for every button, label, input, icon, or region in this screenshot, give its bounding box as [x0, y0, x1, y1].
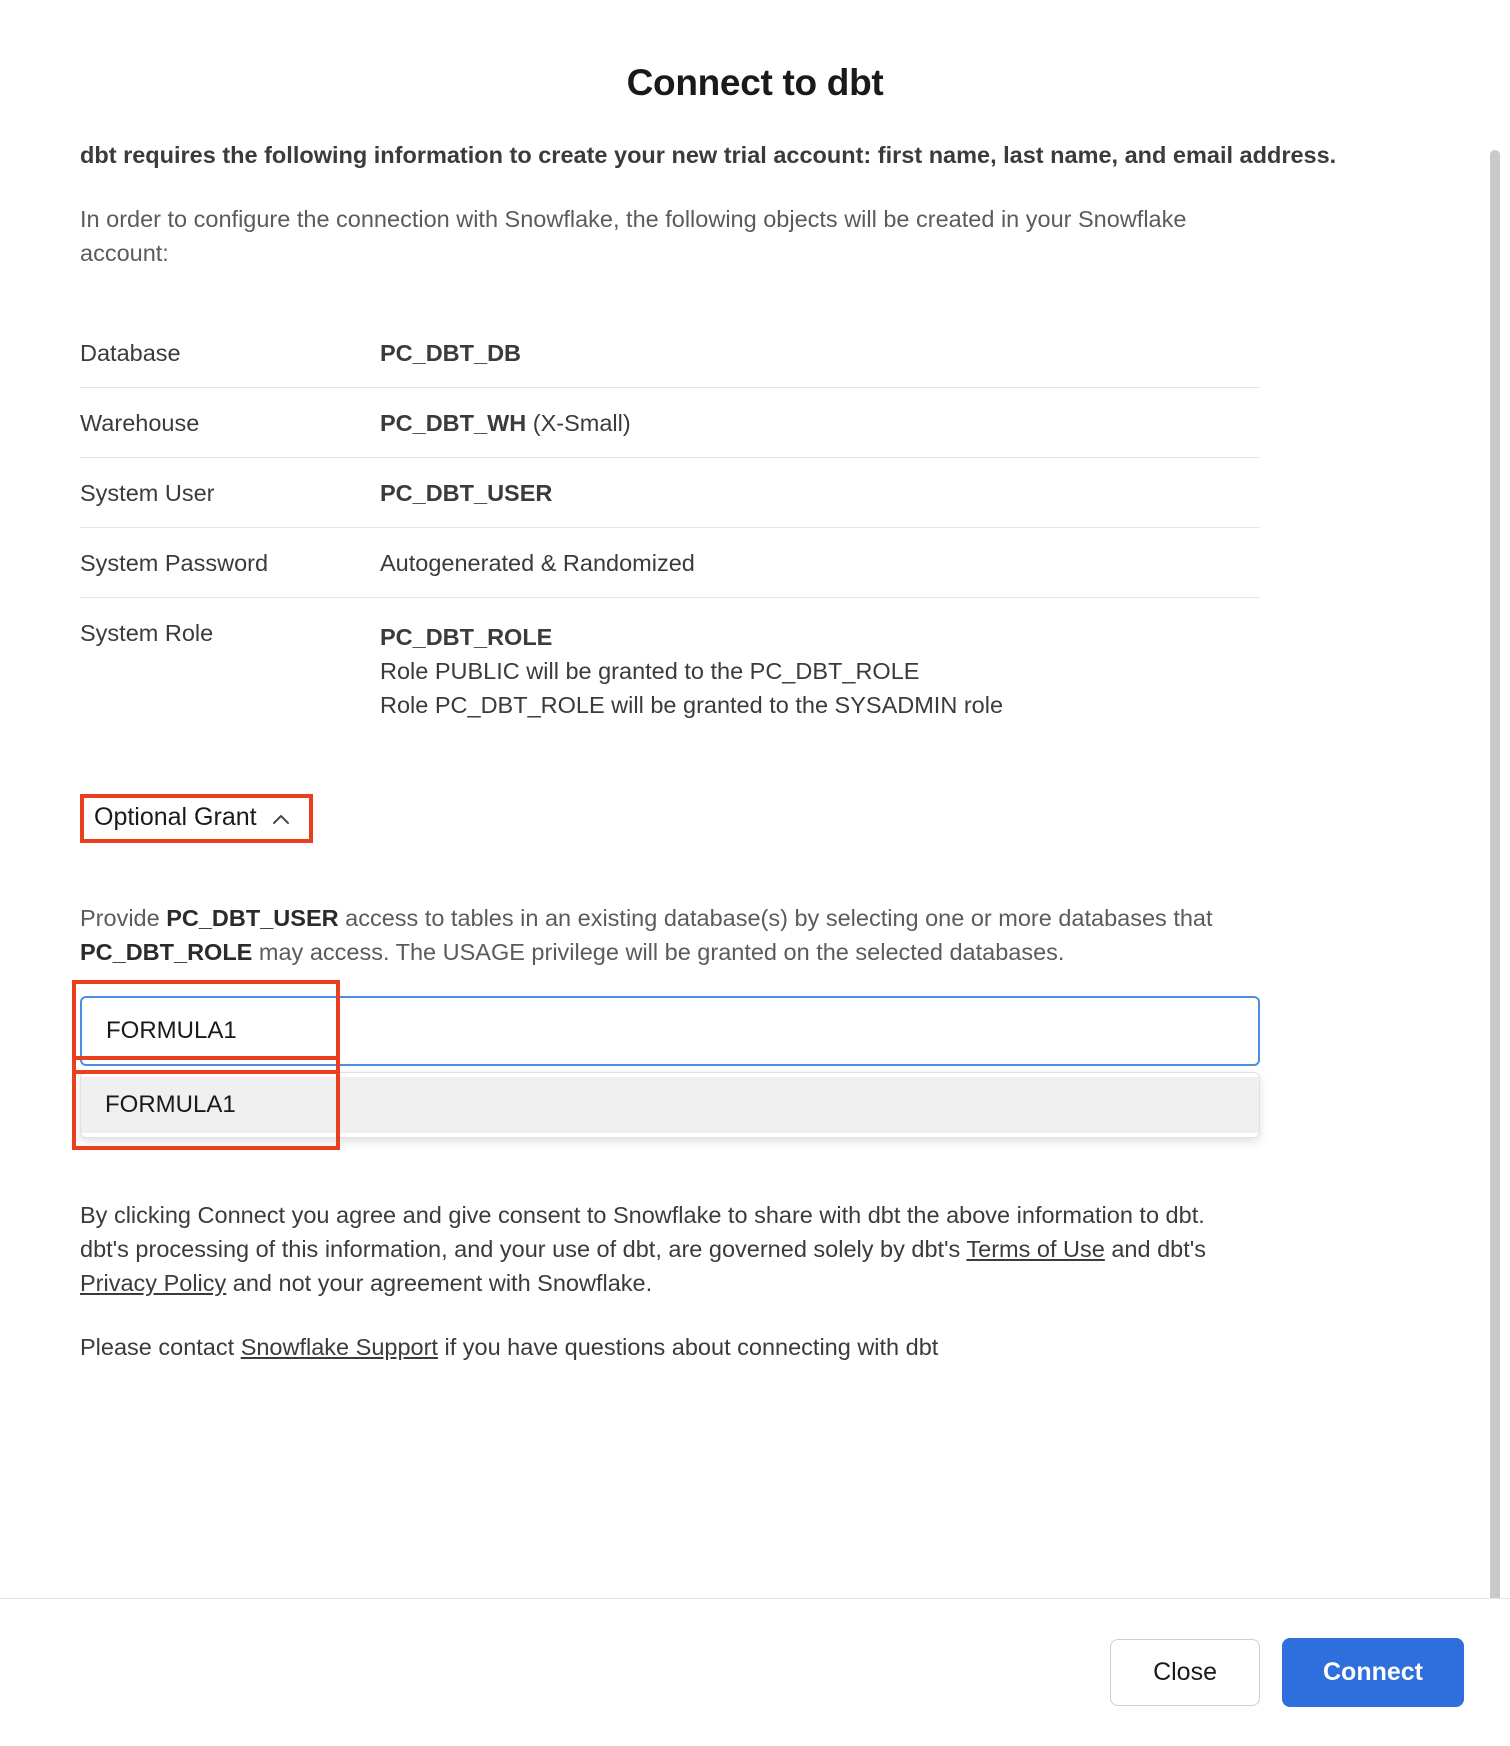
warehouse-name: PC_DBT_WH [380, 410, 527, 437]
scrollbar-thumb[interactable] [1490, 150, 1500, 1598]
close-button[interactable]: Close [1110, 1639, 1260, 1706]
row-label-system-role: System Role [80, 620, 214, 647]
row-label-database: Database [80, 318, 380, 388]
row-value-system-password [380, 528, 1260, 598]
support-contact-text [80, 1330, 1430, 1364]
contact-prefix: Please contact [80, 1333, 241, 1360]
intro-requirements-text: dbt requires the following information to create your new trial account: first name, last name, and email address. [80, 142, 1337, 168]
grant-desc-part3: may access. The USAGE privilege will be granted on the selected databases. [252, 939, 1065, 966]
grant-desc-user: PC_DBT_USER [166, 905, 339, 932]
chevron-up-icon[interactable] [271, 810, 291, 830]
intro-objects-text: In order to configure the connection with Snowflake, the following objects will be created in your Snowflake account: [80, 206, 1187, 267]
warehouse-size: (X-Small) [526, 410, 631, 437]
row-value-database [380, 318, 1260, 388]
connect-button[interactable]: Connect [1282, 1638, 1464, 1707]
grant-desc-part1: Provide [80, 905, 167, 932]
database-select-area [80, 996, 1260, 1118]
objects-table [80, 318, 1260, 742]
dialog-footer [0, 1598, 1510, 1746]
optional-grant-label: Optional Grant [94, 803, 257, 832]
system-user-name: PC_DBT_USER [380, 480, 553, 507]
row-label-warehouse: Warehouse [80, 388, 380, 458]
table-row [80, 388, 1260, 458]
snowflake-support-link[interactable]: Snowflake Support [240, 1333, 438, 1360]
row-label-system-password: System Password [80, 528, 380, 598]
dropdown-option-formula1[interactable]: FORMULA1 [81, 1077, 1259, 1133]
database-name: PC_DBT_DB [380, 340, 522, 367]
row-value-system-user [380, 458, 1260, 528]
table-row [80, 528, 1260, 598]
grant-desc-role: PC_DBT_ROLE [80, 939, 253, 966]
contact-suffix: if you have questions about connecting with dbt [437, 1333, 939, 1360]
dialog-title: Connect to dbt [626, 62, 884, 103]
table-row [80, 318, 1260, 388]
grant-desc-part2: access to tables in an existing database(s) by selecting one or more databases that [338, 905, 1213, 932]
system-password-value: Autogenerated & Randomized [380, 550, 695, 577]
row-label-system-user: System User [80, 458, 380, 528]
optional-grant-toggle[interactable] [94, 803, 291, 832]
optional-grant-highlight [80, 794, 313, 843]
system-role-name: PC_DBT_ROLE [380, 624, 553, 651]
legal-prefix: By clicking Connect you agree and give consent to Snowflake to share with dbt the above information to dbt. dbt's processing of this information, and your use of dbt, are governed solely by dbt's [80, 1201, 1205, 1262]
row-value-warehouse [380, 388, 1260, 458]
table-row [80, 598, 1260, 743]
legal-consent-text [80, 1198, 1260, 1300]
privacy-policy-link[interactable]: Privacy Policy [80, 1269, 227, 1296]
legal-mid: and dbt's [1104, 1235, 1206, 1262]
database-select-input[interactable] [80, 996, 1260, 1066]
database-select-value: FORMULA1 [106, 1016, 237, 1044]
dialog-body [0, 138, 1510, 1598]
system-role-grant-sysadmin: Role PC_DBT_ROLE will be granted to the SYSADMIN role [380, 692, 1004, 719]
optional-grant-description [80, 901, 1250, 969]
system-role-grant-public: Role PUBLIC will be granted to the PC_DBT_ROLE [380, 658, 920, 685]
row-value-system-role [380, 598, 1260, 743]
database-dropdown-menu[interactable] [80, 1072, 1260, 1138]
legal-suffix: and not your agreement with Snowflake. [226, 1269, 653, 1296]
table-row [80, 458, 1260, 528]
terms-of-use-link[interactable]: Terms of Use [966, 1235, 1105, 1262]
